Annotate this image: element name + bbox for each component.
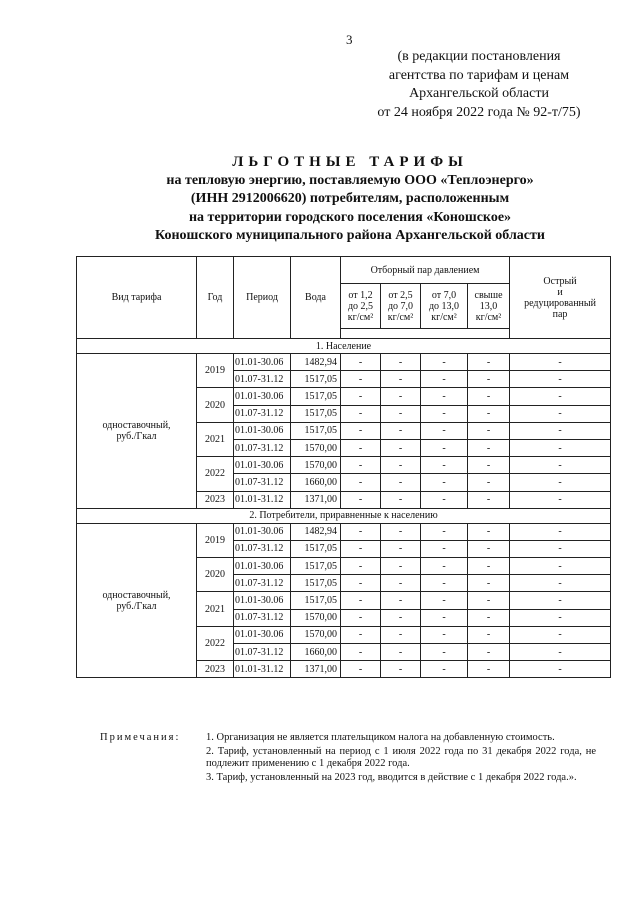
- period-cell: 01.07-31.12: [234, 644, 291, 661]
- steam-tariff-cell: -: [468, 661, 510, 678]
- page-number: 3: [346, 32, 353, 47]
- water-tariff-cell: 1517,05: [291, 405, 341, 422]
- period-cell: 01.07-31.12: [234, 575, 291, 592]
- year-cell: 2021: [197, 592, 234, 626]
- period-cell: 01.07-31.12: [234, 371, 291, 388]
- steam-tariff-cell: -: [421, 439, 468, 456]
- tariff-type-line: одноставочный,: [102, 589, 171, 601]
- year-cell: 2021: [197, 422, 234, 456]
- steam-tariff-cell: -: [341, 371, 381, 388]
- steam-tariff-cell: -: [381, 626, 421, 643]
- notes-label: Примечания:: [100, 732, 181, 743]
- steam-tariff-cell: -: [421, 457, 468, 474]
- title-line: на территории городского поселения «Коношское»: [188, 209, 512, 225]
- period-cell: 01.07-31.12: [234, 405, 291, 422]
- edition-line: от 24 ноября 2022 года № 92-т/75): [377, 104, 581, 120]
- header-steam-line: от 7,0: [431, 289, 457, 301]
- steam-tariff-cell: -: [341, 540, 381, 557]
- steam-tariff-cell: -: [468, 523, 510, 540]
- steam-tariff-cell: -: [341, 422, 381, 439]
- period-cell: 01.01-31.12: [234, 661, 291, 678]
- period-cell: 01.07-31.12: [234, 609, 291, 626]
- water-tariff-cell: 1660,00: [291, 474, 341, 491]
- steam-tariff-cell: -: [341, 491, 381, 508]
- steam-tariff-cell: -: [421, 422, 468, 439]
- steam-tariff-cell: -: [468, 388, 510, 405]
- steam-tariff-cell: -: [381, 405, 421, 422]
- edition-line: Архангельской области: [409, 86, 549, 101]
- steam-tariff-cell: -: [341, 558, 381, 575]
- tariff-type-line: руб./Гкал: [116, 600, 157, 612]
- section-row: [77, 508, 611, 523]
- header-steam-line: до 2,5: [347, 300, 374, 312]
- header-sharp-line: Острый: [543, 275, 577, 287]
- year-cell: 2020: [197, 558, 234, 592]
- water-tariff-cell: 1371,00: [291, 661, 341, 678]
- steam-tariff-cell: -: [341, 661, 381, 678]
- note-item: 3. Тариф, установленный на 2023 год, вводится в действие с 1 декабря 2022 года.».: [206, 771, 577, 783]
- steam-tariff-cell: -: [421, 540, 468, 557]
- steam-tariff-cell: -: [468, 491, 510, 508]
- header-steam-line: кг/см²: [431, 311, 457, 323]
- steam-tariff-cell: -: [468, 592, 510, 609]
- edition-line: (в редакции постановления: [397, 49, 561, 64]
- period-cell: 01.01-31.12: [234, 491, 291, 508]
- section-title: 2. Потребители, приравненные к населению: [77, 508, 611, 523]
- steam-tariff-cell: -: [381, 371, 421, 388]
- water-tariff-cell: 1570,00: [291, 439, 341, 456]
- steam-tariff-cell: -: [421, 405, 468, 422]
- steam-tariff-cell: -: [381, 523, 421, 540]
- year-cell: 2023: [197, 491, 234, 508]
- steam-tariff-cell: -: [468, 575, 510, 592]
- steam-tariff-cell: -: [421, 592, 468, 609]
- steam-tariff-cell: -: [341, 439, 381, 456]
- header-steam-line: от 1,2: [348, 289, 373, 301]
- steam-tariff-cell: -: [468, 354, 510, 371]
- header-steam-line: до 13,0: [428, 300, 460, 312]
- steam-tariff-cell: -: [468, 626, 510, 643]
- header-steam-line: до 7,0: [387, 300, 414, 312]
- tariffs-table: [76, 256, 611, 678]
- header-sharp-steam: [510, 257, 611, 339]
- steam-tariff-cell: -: [421, 661, 468, 678]
- steam-tariff-cell: -: [341, 644, 381, 661]
- steam-tariff-cell: -: [421, 626, 468, 643]
- steam-tariff-cell: -: [510, 371, 611, 388]
- tariff-type-cell: [77, 523, 197, 678]
- steam-tariff-cell: -: [421, 558, 468, 575]
- header-period: Период: [234, 257, 291, 339]
- header-year: Год: [197, 257, 234, 339]
- steam-tariff-cell: -: [468, 558, 510, 575]
- note-item: 1. Организация не является плательщиком налога на добавленную стоимость.: [206, 732, 555, 743]
- header-steam-col-2: [381, 284, 421, 329]
- steam-tariff-cell: -: [421, 371, 468, 388]
- tariff-type-cell: [77, 354, 197, 509]
- steam-tariff-cell: -: [381, 354, 421, 371]
- edition-line: агентства по тарифам и ценам: [388, 67, 570, 83]
- steam-tariff-cell: -: [341, 575, 381, 592]
- steam-tariff-cell: -: [381, 558, 421, 575]
- edition-note: [340, 48, 618, 122]
- steam-tariff-cell: -: [468, 439, 510, 456]
- steam-tariff-cell: -: [381, 491, 421, 508]
- water-tariff-cell: 1517,05: [291, 422, 341, 439]
- steam-tariff-cell: -: [421, 388, 468, 405]
- period-cell: 01.07-31.12: [234, 540, 291, 557]
- header-steam-line: кг/см²: [347, 311, 374, 323]
- steam-tariff-cell: -: [510, 457, 611, 474]
- period-cell: 01.01-30.06: [234, 626, 291, 643]
- period-cell: 01.01-30.06: [234, 422, 291, 439]
- steam-tariff-cell: -: [510, 405, 611, 422]
- steam-tariff-cell: -: [510, 661, 611, 678]
- steam-tariff-cell: -: [510, 523, 611, 540]
- steam-tariff-cell: -: [421, 644, 468, 661]
- section-row: [77, 339, 611, 354]
- steam-tariff-cell: -: [341, 474, 381, 491]
- document-title: [60, 153, 640, 246]
- steam-tariff-cell: -: [468, 371, 510, 388]
- steam-tariff-cell: -: [381, 439, 421, 456]
- steam-tariff-cell: -: [341, 626, 381, 643]
- table-row: [77, 523, 611, 540]
- header-steam-group: Отборный пар давлением: [341, 257, 510, 284]
- steam-tariff-cell: -: [381, 388, 421, 405]
- water-tariff-cell: 1570,00: [291, 609, 341, 626]
- header-water: Вода: [291, 257, 341, 339]
- steam-tariff-cell: -: [421, 609, 468, 626]
- period-cell: 01.01-30.06: [234, 592, 291, 609]
- period-cell: 01.01-30.06: [234, 457, 291, 474]
- steam-tariff-cell: -: [381, 474, 421, 491]
- steam-tariff-cell: -: [381, 540, 421, 557]
- steam-tariff-cell: -: [468, 644, 510, 661]
- section-title: 1. Население: [77, 339, 611, 354]
- water-tariff-cell: 1517,05: [291, 371, 341, 388]
- period-cell: 01.07-31.12: [234, 439, 291, 456]
- header-tariff-type: Вид тарифа: [77, 257, 197, 339]
- steam-tariff-cell: -: [510, 474, 611, 491]
- steam-tariff-cell: -: [468, 609, 510, 626]
- steam-tariff-cell: -: [510, 592, 611, 609]
- year-cell: 2020: [197, 388, 234, 422]
- water-tariff-cell: 1517,05: [291, 575, 341, 592]
- title-line: (ИНН 2912006620) потребителям, расположенным: [190, 191, 510, 206]
- steam-tariff-cell: -: [468, 422, 510, 439]
- tariff-type-line: руб./Гкал: [116, 430, 157, 442]
- steam-tariff-cell: -: [510, 354, 611, 371]
- header-sharp-line: редуцированный: [524, 297, 596, 309]
- water-tariff-cell: 1482,94: [291, 354, 341, 371]
- steam-tariff-cell: -: [510, 644, 611, 661]
- steam-tariff-cell: -: [510, 388, 611, 405]
- steam-tariff-cell: -: [421, 354, 468, 371]
- header-sharp-line: пар: [552, 308, 568, 320]
- water-tariff-cell: 1517,05: [291, 540, 341, 557]
- steam-tariff-cell: -: [510, 439, 611, 456]
- period-cell: 01.01-30.06: [234, 558, 291, 575]
- steam-tariff-cell: -: [421, 523, 468, 540]
- steam-tariff-cell: -: [341, 405, 381, 422]
- year-cell: 2023: [197, 661, 234, 678]
- steam-tariff-cell: -: [421, 575, 468, 592]
- header-steam-line: 13,0: [479, 300, 498, 312]
- header-steam-col-1: [341, 284, 381, 329]
- steam-tariff-cell: -: [341, 457, 381, 474]
- steam-tariff-cell: -: [468, 405, 510, 422]
- steam-tariff-cell: -: [510, 558, 611, 575]
- steam-tariff-cell: -: [381, 661, 421, 678]
- water-tariff-cell: 1570,00: [291, 457, 341, 474]
- water-tariff-cell: 1371,00: [291, 491, 341, 508]
- steam-tariff-cell: -: [510, 609, 611, 626]
- water-tariff-cell: 1517,05: [291, 388, 341, 405]
- steam-tariff-cell: -: [381, 575, 421, 592]
- year-cell: 2022: [197, 626, 234, 660]
- title-main: ЛЬГОТНЫЕ ТАРИФЫ: [232, 154, 468, 170]
- header-steam-col-4: [468, 284, 510, 329]
- steam-tariff-cell: -: [381, 644, 421, 661]
- steam-tariff-cell: -: [381, 457, 421, 474]
- steam-tariff-cell: -: [421, 491, 468, 508]
- steam-tariff-cell: -: [341, 609, 381, 626]
- year-cell: 2019: [197, 523, 234, 557]
- steam-tariff-cell: -: [510, 626, 611, 643]
- water-tariff-cell: 1570,00: [291, 626, 341, 643]
- steam-tariff-cell: -: [381, 609, 421, 626]
- steam-tariff-cell: -: [341, 523, 381, 540]
- year-cell: 2019: [197, 354, 234, 388]
- note-item: 2. Тариф, установленный на период с 1 июля 2022 года по 31 декабря 2022 года, не подлежит применению с 1 декабря 2022 года.: [206, 745, 596, 770]
- water-tariff-cell: 1517,05: [291, 558, 341, 575]
- steam-tariff-cell: -: [341, 354, 381, 371]
- period-cell: 01.01-30.06: [234, 523, 291, 540]
- title-line: Коношского муниципального района Архангельской области: [155, 228, 545, 243]
- header-steam-col-3: [421, 284, 468, 329]
- water-tariff-cell: 1660,00: [291, 644, 341, 661]
- header-steam-line: кг/см²: [475, 311, 502, 323]
- header-steam-line: свыше: [474, 289, 503, 301]
- steam-tariff-cell: -: [510, 491, 611, 508]
- period-cell: 01.01-30.06: [234, 354, 291, 371]
- steam-tariff-cell: -: [381, 592, 421, 609]
- period-cell: 01.01-30.06: [234, 388, 291, 405]
- header-sharp-line: и: [557, 286, 563, 298]
- steam-tariff-cell: -: [421, 474, 468, 491]
- period-cell: 01.07-31.12: [234, 474, 291, 491]
- water-tariff-cell: 1517,05: [291, 592, 341, 609]
- steam-tariff-cell: -: [381, 422, 421, 439]
- steam-tariff-cell: -: [510, 540, 611, 557]
- title-line: на тепловую энергию, поставляемую ООО «Теплоэнерго»: [166, 172, 534, 188]
- steam-tariff-cell: -: [341, 388, 381, 405]
- header-steam-line: кг/см²: [387, 311, 414, 323]
- water-tariff-cell: 1482,94: [291, 523, 341, 540]
- header-steam-line: от 2,5: [388, 289, 413, 301]
- steam-tariff-cell: -: [468, 457, 510, 474]
- table-row: [77, 354, 611, 371]
- steam-tariff-cell: -: [341, 592, 381, 609]
- steam-tariff-cell: -: [468, 474, 510, 491]
- year-cell: 2022: [197, 457, 234, 491]
- tariff-type-line: одноставочный,: [102, 419, 171, 431]
- steam-tariff-cell: -: [468, 540, 510, 557]
- steam-tariff-cell: -: [510, 422, 611, 439]
- steam-tariff-cell: -: [510, 575, 611, 592]
